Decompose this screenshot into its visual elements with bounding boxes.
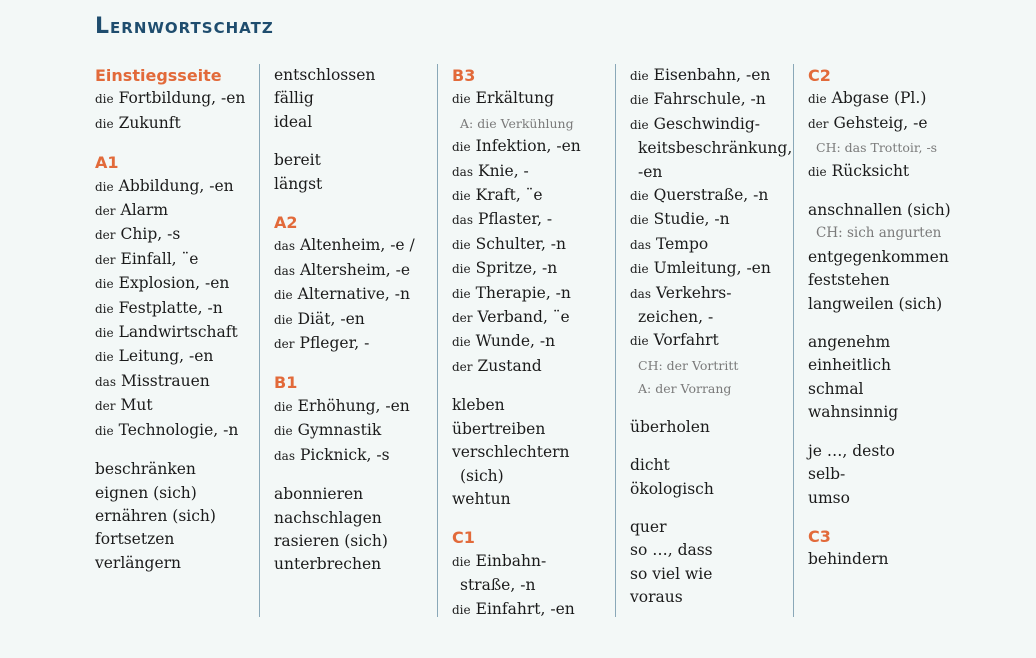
article: die — [95, 92, 114, 107]
vocab-noun — [630, 184, 790, 208]
article: das — [630, 286, 651, 301]
article: der — [95, 204, 116, 219]
vocab-noun — [630, 88, 790, 112]
vocab-word: ideal — [274, 112, 313, 131]
spacer — [274, 468, 434, 483]
noun-word: Misstrauen — [121, 371, 210, 390]
vocab-word: längst — [274, 174, 323, 193]
noun-word: Therapie, -n — [475, 283, 571, 302]
vocab-noun — [630, 113, 790, 137]
article: die — [95, 350, 114, 365]
vocab-noun — [95, 297, 265, 321]
article: die — [452, 140, 471, 155]
vocab-word: verschlechtern — [452, 443, 570, 462]
spacer — [808, 425, 1008, 440]
vocab-word: fortsetzen — [95, 530, 175, 549]
noun-word: Alarm — [120, 201, 169, 220]
regional-variant: A: der Vorrang — [638, 381, 732, 397]
article: die — [452, 286, 471, 301]
vocab-word: rasieren (sich) — [274, 531, 388, 550]
vocab-word: behindern — [808, 550, 889, 569]
vocab-noun — [452, 233, 612, 257]
vocab-noun — [452, 87, 612, 111]
noun-word: Diät, -en — [297, 309, 365, 328]
spacer — [808, 316, 1008, 331]
vocab-word: übertreiben — [452, 419, 546, 438]
article: die — [452, 554, 471, 569]
noun-word: Geschwindig- — [653, 114, 761, 133]
vocab-noun — [95, 248, 265, 272]
article: die — [452, 602, 471, 617]
article: die — [808, 92, 827, 107]
spacer — [274, 134, 434, 149]
noun-word: Verband, ¨e — [477, 308, 570, 327]
noun-word: Leitung, -en — [118, 347, 214, 366]
vocab-word: nachschlagen — [274, 508, 382, 527]
vocab-noun — [274, 444, 434, 468]
vocab-noun — [274, 308, 434, 332]
spacer — [808, 510, 1008, 525]
noun-word: Abbildung, -en — [118, 176, 234, 195]
noun-word: Einfahrt, -en — [475, 599, 575, 618]
noun-word: Technologie, -n — [118, 420, 239, 439]
vocab-column-3 — [437, 64, 612, 617]
noun-word: Einbahn- — [475, 551, 547, 570]
vocab-noun — [452, 160, 612, 184]
vocab-noun — [452, 550, 612, 574]
article: die — [274, 399, 293, 414]
article: das — [452, 164, 473, 179]
article: die — [630, 189, 649, 204]
article: die — [630, 334, 649, 349]
noun-word: Schulter, -n — [475, 234, 567, 253]
noun-word: Tempo — [656, 234, 709, 253]
vocab-noun — [630, 233, 790, 257]
vocab-noun — [274, 234, 434, 258]
section-heading: B3 — [452, 66, 476, 85]
noun-word: Infektion, -en — [475, 137, 581, 156]
vocab-noun — [452, 306, 612, 330]
noun-word: Festplatte, -n — [118, 298, 223, 317]
noun-word: Alternative, -n — [297, 285, 410, 304]
vocab-word: wehtun — [452, 489, 511, 508]
article: das — [452, 213, 473, 228]
vocab-noun — [452, 282, 612, 306]
vocab-noun — [95, 175, 265, 199]
noun-word: Fahrschule, -n — [653, 90, 766, 109]
noun-word: Erkältung — [475, 89, 555, 108]
article: die — [95, 116, 114, 131]
section-heading: C1 — [452, 528, 475, 548]
vocab-word: wahnsinnig — [808, 403, 899, 422]
article: die — [274, 424, 293, 439]
noun-word: Einfall, ¨e — [120, 249, 199, 268]
vocab-noun — [452, 135, 612, 159]
vocab-word: langweilen (sich) — [808, 294, 943, 313]
noun-word: Picknick, -s — [300, 445, 390, 464]
vocab-noun — [630, 208, 790, 232]
vocab-word: umso — [808, 488, 850, 507]
noun-word: Verkehrs- — [656, 283, 732, 302]
article: der — [452, 311, 473, 326]
vocab-word: feststehen — [808, 271, 890, 290]
vocab-noun — [808, 160, 1008, 184]
noun-word: Chip, -s — [120, 225, 181, 244]
regional-variant: CH: das Trottoir, -s — [816, 140, 938, 156]
noun-word: Zukunft — [118, 113, 181, 132]
regional-variant: A: die Verkühlung — [460, 115, 574, 131]
noun-word: Pfleger, - — [299, 334, 370, 353]
noun-word: Vorfahrt — [653, 331, 719, 350]
vocab-noun — [274, 419, 434, 443]
article: die — [808, 164, 827, 179]
vocab-word: so …, dass — [630, 541, 713, 560]
noun-word: Kraft, ¨e — [475, 186, 543, 205]
vocab-noun — [630, 282, 790, 306]
spacer — [808, 184, 1008, 199]
article: das — [274, 263, 295, 278]
vocab-column-5 — [793, 64, 1008, 617]
spacer — [630, 501, 790, 516]
vocab-column-2 — [259, 64, 434, 617]
vocab-word: voraus — [630, 588, 683, 607]
vocab-word: keitsbeschränkung, — [638, 139, 793, 158]
article: das — [630, 237, 651, 252]
article: die — [274, 288, 293, 303]
vocab-noun — [274, 332, 434, 356]
vocab-word: bereit — [274, 151, 321, 170]
article: die — [630, 262, 649, 277]
vocab-noun — [95, 394, 265, 418]
vocab-word: je …, desto — [808, 441, 895, 460]
vocab-word: kleben — [452, 396, 505, 415]
vocab-noun — [452, 355, 612, 379]
vocab-noun — [452, 208, 612, 232]
noun-word: Studie, -n — [653, 210, 730, 229]
vocab-noun — [808, 112, 1008, 136]
noun-word: Pflaster, - — [478, 210, 553, 229]
noun-word: Zustand — [477, 356, 542, 375]
noun-word: Landwirtschaft — [118, 323, 238, 342]
noun-word: Gehsteig, -e — [833, 113, 928, 132]
spacer — [630, 439, 790, 454]
vocab-word: überholen — [630, 417, 710, 436]
page-title: Lernwortschatz — [95, 14, 274, 39]
vocab-word: fällig — [274, 89, 314, 108]
vocab-noun — [95, 370, 265, 394]
noun-word: Altersheim, -e — [300, 260, 410, 279]
vocab-noun — [274, 259, 434, 283]
article: der — [95, 252, 116, 267]
spacer — [630, 401, 790, 416]
regional-variant: CH: sich angurten — [816, 225, 942, 242]
vocab-word: abonnieren — [274, 485, 364, 504]
section-heading: A1 — [95, 153, 119, 173]
vocab-word: ernähren (sich) — [95, 506, 216, 525]
vocab-word: einheitlich — [808, 356, 892, 375]
vocab-noun — [630, 64, 790, 88]
vocab-word: beschränken — [95, 460, 196, 479]
article: die — [95, 179, 114, 194]
vocab-noun — [95, 87, 265, 111]
article: die — [630, 213, 649, 228]
vocab-noun — [630, 329, 790, 353]
section-heading: A2 — [274, 213, 298, 233]
vocab-noun — [452, 598, 612, 622]
article: die — [630, 69, 649, 83]
article: das — [274, 448, 295, 463]
vocab-word: entschlossen — [274, 66, 376, 84]
vocab-word: dicht — [630, 456, 670, 475]
article: die — [95, 301, 114, 316]
vocab-word: anschnallen (sich) — [808, 201, 951, 220]
vocab-word: eignen (sich) — [95, 483, 197, 502]
vocab-word: schmal — [808, 379, 864, 398]
article: der — [95, 228, 116, 243]
spacer — [274, 356, 434, 371]
vocab-noun — [452, 257, 612, 281]
vocab-noun — [274, 395, 434, 419]
vocab-word: entgegenkommen — [808, 247, 949, 266]
noun-word: Altenheim, -e / — [300, 236, 415, 255]
vocab-word: so viel wie — [630, 564, 713, 583]
vocab-noun — [95, 199, 265, 223]
section-heading: B1 — [274, 373, 298, 393]
article: die — [452, 92, 471, 107]
spacer — [452, 511, 612, 526]
noun-word: Spritze, -n — [475, 259, 558, 278]
spacer — [95, 136, 265, 151]
vocab-word: selb- — [808, 465, 846, 484]
section-heading: C3 — [808, 526, 831, 546]
vocab-word: quer — [630, 517, 667, 536]
article: die — [452, 237, 471, 252]
article: der — [452, 359, 473, 374]
vocab-word: ökologisch — [630, 479, 714, 498]
vocab-column-4 — [615, 64, 793, 617]
vocab-word: zeichen, - — [638, 308, 714, 327]
vocab-noun — [630, 257, 790, 281]
article: die — [452, 262, 471, 277]
noun-word: Mut — [120, 396, 153, 415]
vocab-word: verlängern — [95, 553, 182, 572]
noun-word: Fortbildung, -en — [118, 89, 246, 108]
article: die — [95, 326, 114, 341]
spacer — [95, 443, 265, 458]
article: der — [95, 399, 116, 414]
article: der — [274, 337, 295, 352]
vocab-noun — [274, 283, 434, 307]
vocab-noun — [95, 321, 265, 345]
article: die — [630, 93, 649, 108]
vocab-noun — [95, 112, 265, 136]
article: das — [95, 374, 116, 389]
vocab-word: -en — [638, 162, 663, 181]
vocab-column-1 — [95, 64, 265, 617]
noun-word: Erhöhung, -en — [297, 396, 410, 415]
article: die — [452, 189, 471, 204]
section-heading: C2 — [808, 66, 831, 85]
vocab-noun — [452, 184, 612, 208]
vocab-word: straße, -n — [460, 576, 536, 595]
noun-word: Wunde, -n — [475, 332, 556, 351]
noun-word: Gymnastik — [297, 421, 382, 440]
spacer — [274, 196, 434, 211]
vocab-word: (sich) — [460, 466, 504, 485]
article: die — [274, 312, 293, 327]
noun-word: Explosion, -en — [118, 274, 230, 293]
article: die — [95, 423, 114, 438]
vocab-noun — [808, 87, 1008, 111]
noun-word: Eisenbahn, -en — [653, 66, 771, 84]
article: die — [452, 335, 471, 350]
vocab-noun — [95, 272, 265, 296]
vocab-noun — [95, 419, 265, 443]
vocab-word: angenehm — [808, 333, 891, 352]
section-heading: Einstiegsseite — [95, 66, 222, 85]
vocab-word: unterbrechen — [274, 555, 382, 574]
article: die — [95, 277, 114, 292]
vocab-noun — [95, 345, 265, 369]
spacer — [452, 379, 612, 394]
vocab-noun — [452, 330, 612, 354]
noun-word: Knie, - — [478, 161, 529, 180]
vocab-noun — [95, 223, 265, 247]
noun-word: Abgase (Pl.) — [831, 89, 927, 108]
article: der — [808, 116, 829, 131]
noun-word: Umleitung, -en — [653, 259, 771, 278]
noun-word: Querstraße, -n — [653, 186, 769, 205]
regional-variant: CH: der Vortritt — [638, 357, 739, 373]
article: das — [274, 239, 295, 254]
noun-word: Rücksicht — [831, 161, 910, 180]
article: die — [630, 117, 649, 132]
